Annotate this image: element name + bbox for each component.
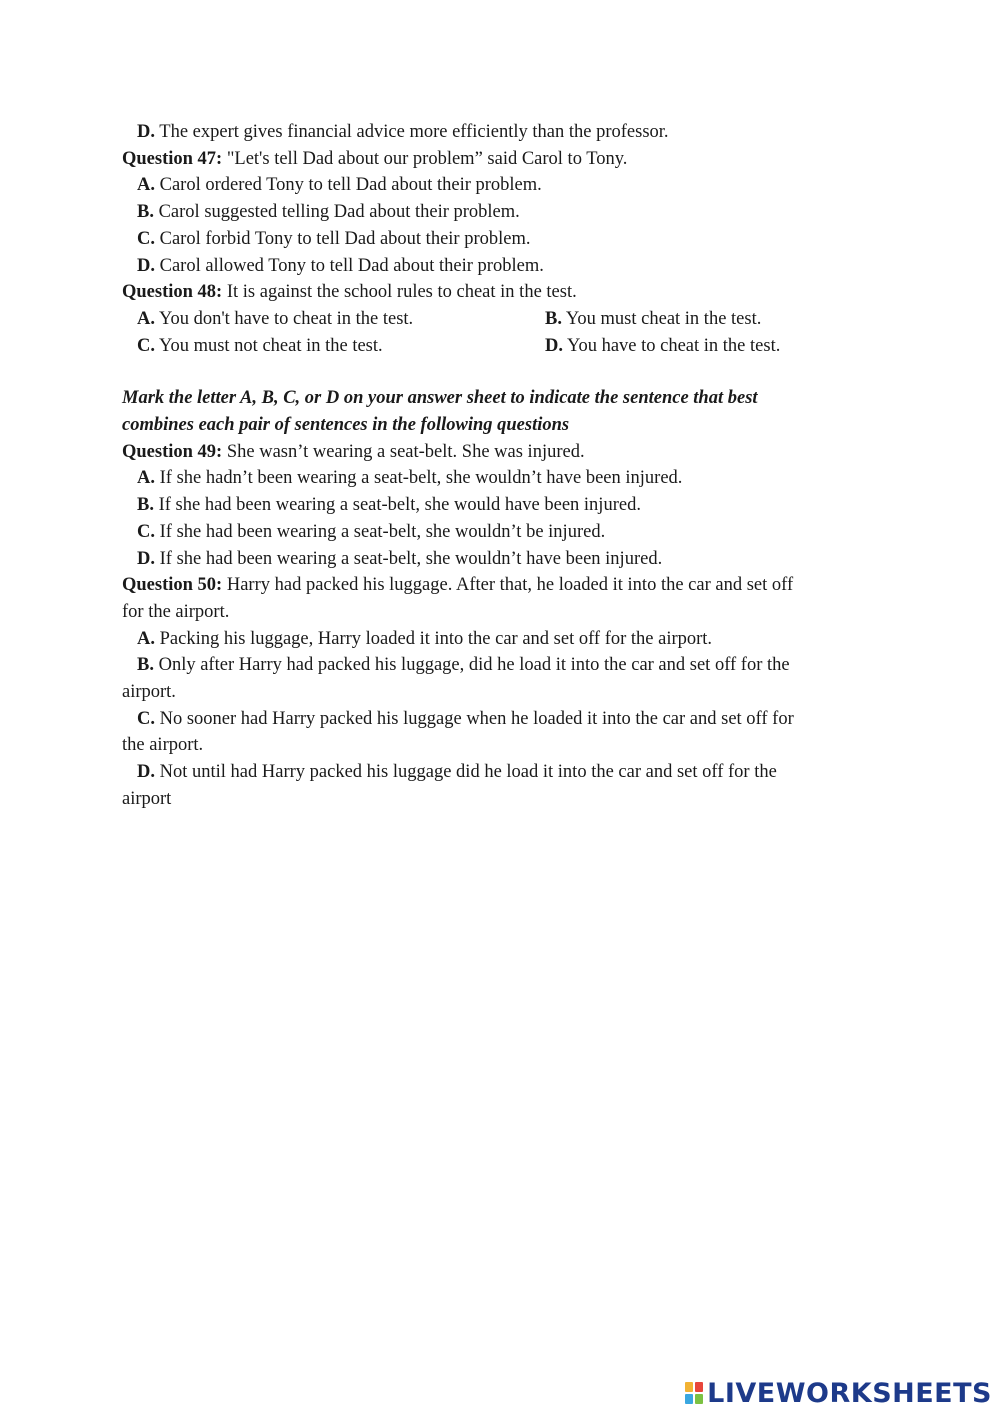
worksheet-content xyxy=(122,119,862,813)
q50-stem xyxy=(122,572,862,599)
option-letter: C. xyxy=(137,708,155,729)
q50-option-a xyxy=(122,626,862,653)
question-label: Question 48: xyxy=(122,282,223,303)
brand-wordmark: LIVEWORKSHEETS xyxy=(707,1377,992,1409)
question-text: Harry had packed his luggage. After that, he loaded it into the car and set off xyxy=(222,575,794,596)
option-letter: C. xyxy=(137,228,155,249)
q47-option-b xyxy=(122,199,862,226)
section-gap xyxy=(122,359,862,385)
option-text: If she hadn’t been wearing a seat-belt, she wouldn’t have been injured. xyxy=(155,468,683,489)
question-text: It is against the school rules to cheat in the test. xyxy=(222,282,577,303)
question-label: Question 47: xyxy=(122,148,223,169)
option-text: Only after Harry had packed his luggage, did he load it into the car and set off for the xyxy=(153,655,790,676)
option-letter: D. xyxy=(137,122,155,142)
q50-option-d-continued: airport xyxy=(122,788,172,809)
q50-option-b xyxy=(122,652,862,679)
option-letter: A. xyxy=(137,175,155,196)
option-letter: B. xyxy=(137,495,154,516)
option-letter: A. xyxy=(137,468,155,489)
q50-option-d xyxy=(122,759,862,786)
option-text: You don't have to cheat in the test. xyxy=(155,308,414,329)
option-text: If she had been wearing a seat-belt, she wouldn’t be injured. xyxy=(155,521,606,542)
logo-tile xyxy=(685,1394,693,1404)
option-text: Carol ordered Tony to tell Dad about their problem. xyxy=(155,175,542,196)
q47-stem xyxy=(122,146,862,173)
option-letter: A. xyxy=(137,628,155,649)
option-letter: A. xyxy=(137,308,155,329)
q48-option-b xyxy=(545,306,761,333)
logo-tile xyxy=(695,1382,703,1392)
option-letter: C. xyxy=(137,521,155,542)
option-text: Not until had Harry packed his luggage did he load it into the car and set off for the xyxy=(155,762,777,783)
liveworksheets-brand xyxy=(685,1374,992,1412)
option-letter: D. xyxy=(137,548,155,569)
q48-options-row-1 xyxy=(122,306,862,333)
q48-option-d xyxy=(545,333,780,360)
q49-stem xyxy=(122,439,862,466)
option-letter: D. xyxy=(137,255,155,276)
option-text: Carol suggested telling Dad about their problem. xyxy=(153,202,520,223)
instruction-line-2: combines each pair of sentences in the following questions xyxy=(122,415,570,436)
question-label: Question 49: xyxy=(122,441,223,462)
option-letter: D. xyxy=(137,762,155,783)
option-letter: D. xyxy=(545,335,563,356)
logo-tile xyxy=(695,1394,703,1404)
q46-option-d xyxy=(122,119,862,146)
option-text: No sooner had Harry packed his luggage when he loaded it into the car and set off for xyxy=(155,708,794,729)
option-letter: C. xyxy=(137,335,155,356)
liveworksheets-logo-icon xyxy=(685,1382,703,1404)
q48-option-a xyxy=(122,306,545,333)
q47-option-a xyxy=(122,172,862,199)
q50-option-c-continued: the airport. xyxy=(122,735,204,756)
q50-stem-continued: for the airport. xyxy=(122,601,230,622)
option-text: You must not cheat in the test. xyxy=(155,335,383,356)
q50-option-b-continued: airport. xyxy=(122,682,176,703)
question-text: "Let's tell Dad about our problem” said Carol to Tony. xyxy=(222,148,628,169)
option-letter: B. xyxy=(137,202,154,223)
q48-options-row-2 xyxy=(122,333,862,360)
q49-option-c xyxy=(122,519,862,546)
logo-tile xyxy=(685,1382,693,1392)
option-text: If she had been wearing a seat-belt, she wouldn’t have been injured. xyxy=(155,548,663,569)
q47-option-c xyxy=(122,226,862,253)
option-text: You have to cheat in the test. xyxy=(563,335,781,356)
option-text: Carol allowed Tony to tell Dad about their problem. xyxy=(155,255,544,276)
q48-option-c xyxy=(122,333,545,360)
option-text: Packing his luggage, Harry loaded it into the car and set off for the airport. xyxy=(155,628,713,649)
option-letter: B. xyxy=(137,655,154,676)
option-text: The expert gives financial advice more efficiently than the professor. xyxy=(155,122,669,142)
q48-stem xyxy=(122,279,862,306)
q49-option-d xyxy=(122,546,862,573)
q49-option-b xyxy=(122,492,862,519)
option-text: You must cheat in the test. xyxy=(561,308,762,329)
option-text: If she had been wearing a seat-belt, she would have been injured. xyxy=(153,495,641,516)
instruction-line-1: Mark the letter A, B, C, or D on your answer sheet to indicate the sentence that best xyxy=(122,388,758,409)
q50-option-c xyxy=(122,706,862,733)
option-letter: B. xyxy=(545,308,562,329)
question-text: She wasn’t wearing a seat-belt. She was injured. xyxy=(222,441,585,462)
q49-option-a xyxy=(122,465,862,492)
q47-option-d xyxy=(122,253,862,280)
question-label: Question 50: xyxy=(122,575,223,596)
option-text: Carol forbid Tony to tell Dad about their problem. xyxy=(155,228,531,249)
